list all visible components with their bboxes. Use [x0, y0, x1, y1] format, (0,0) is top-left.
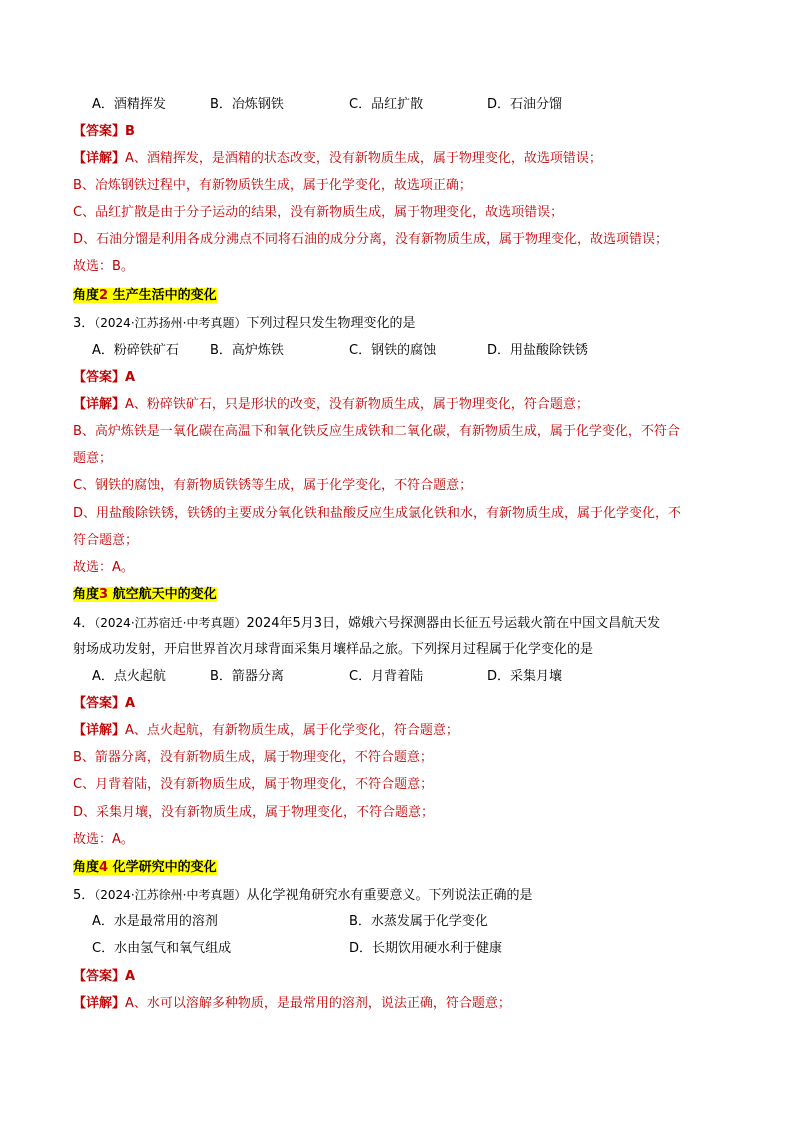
- q5-option-d: D．长期饮用硬水利于健康: [349, 941, 503, 956]
- angle-title: 航空航天中的变化: [112, 587, 217, 602]
- angle-title: 化学研究中的变化: [112, 860, 217, 875]
- answer-value: A: [125, 696, 136, 711]
- q3-option-d: D．用盐酸除铁锈: [487, 343, 589, 358]
- q4-detail-a: [73, 722, 459, 740]
- answer-value: B: [125, 124, 135, 139]
- q4-stem-line2: 射场成功发射，开启世界首次月球背面采集月壤样品之旅。下列探月过程属于化学变化的是: [73, 642, 594, 657]
- detail-tag: 【详解】: [73, 723, 126, 738]
- q2-detail-a: [73, 150, 602, 168]
- angle-number: 3: [99, 587, 109, 602]
- q5-answer: [73, 968, 135, 986]
- answer-tag: 【答案】: [73, 124, 126, 139]
- angle-prefix: 角度: [73, 288, 100, 303]
- q2-conclusion: 故选：B。: [73, 259, 134, 274]
- q4-option-a: A．点火起航: [92, 669, 166, 684]
- angle-prefix: 角度: [73, 587, 100, 602]
- detail-text: A、水可以溶解多种物质，是最常用的溶剂，说法正确，符合题意；: [125, 996, 511, 1011]
- detail-text: A、点火起航，有新物质生成，属于化学变化，符合题意；: [125, 723, 459, 738]
- q2-option-b: B．冶炼钢铁: [210, 97, 284, 112]
- question-text: 从化学视角研究水有重要意义。下列说法正确的是: [246, 888, 533, 903]
- angle-number: 4: [99, 860, 109, 875]
- angle-3-heading: [73, 586, 217, 604]
- question-number: 5．: [73, 888, 95, 903]
- q3-detail-d-line2: 符合题意；: [73, 533, 139, 548]
- q3-detail-b-line1: B、高炉炼铁是一氧化碳在高温下和氧化铁反应生成铁和二氧化碳，有新物质生成，属于化学变化，不符合: [73, 424, 680, 439]
- q4-option-b: B．箭器分离: [210, 669, 284, 684]
- q3-conclusion: 故选：A。: [73, 560, 134, 575]
- question-number: 4．: [73, 616, 95, 631]
- answer-tag: 【答案】: [73, 969, 126, 984]
- q3-option-a: A．粉碎铁矿石: [92, 343, 179, 358]
- q5-stem: [73, 886, 532, 905]
- q4-detail-c: C、月背着陆，没有新物质生成，属于物理变化，不符合题意；: [73, 777, 434, 792]
- q4-conclusion: 故选：A。: [73, 832, 134, 847]
- q3-detail-b-line2: 题意；: [73, 451, 113, 466]
- angle-heading-highlight: [73, 288, 217, 303]
- detail-tag: 【详解】: [73, 151, 126, 166]
- q3-stem: [73, 314, 415, 333]
- answer-value: A: [125, 370, 136, 385]
- q4-option-c: C．月背着陆: [349, 669, 424, 684]
- q3-option-c: C．钢铁的腐蚀: [349, 343, 437, 358]
- q4-option-d: D．采集月壤: [487, 669, 563, 684]
- q5-option-c: C．水由氢气和氧气组成: [92, 941, 232, 956]
- angle-title: 生产生活中的变化: [112, 288, 217, 303]
- q4-stem-line1: [73, 614, 660, 633]
- question-source: （2024·江苏徐州·中考真题）: [94, 888, 247, 902]
- question-source: （2024·江苏宿迁·中考真题）: [94, 616, 247, 630]
- angle-2-heading: [73, 287, 217, 305]
- q4-detail-d: D、采集月壤，没有新物质生成，属于物理变化，不符合题意；: [73, 805, 435, 820]
- q3-answer: [73, 369, 135, 387]
- q2-option-d: D．石油分馏: [487, 97, 563, 112]
- q2-detail-d: D、石油分馏是利用各成分沸点不同将石油的成分分离，没有新物质生成，属于物理变化，故选项错误；: [73, 232, 669, 247]
- detail-text: A、粉碎铁矿石，只是形状的改变，没有新物质生成，属于物理变化，符合题意；: [125, 397, 589, 412]
- angle-number: 2: [99, 288, 109, 303]
- answer-value: A: [125, 969, 136, 984]
- angle-4-heading: [73, 859, 217, 877]
- detail-tag: 【详解】: [73, 996, 126, 1011]
- q3-detail-d-line1: D、用盐酸除铁锈，铁锈的主要成分氧化铁和盐酸反应生成氯化铁和水，有新物质生成，属于化学变化，不: [73, 506, 682, 521]
- detail-tag: 【详解】: [73, 397, 126, 412]
- q2-answer: [73, 123, 135, 141]
- q2-detail-b: B、冶炼钢铁过程中，有新物质铁生成，属于化学变化，故选项正确；: [73, 178, 472, 193]
- q3-option-b: B．高炉炼铁: [210, 343, 284, 358]
- angle-prefix: 角度: [73, 860, 100, 875]
- question-text: 2024年5月3日，嫦娥六号探测器由长征五号运载火箭在中国文昌航天发: [246, 616, 661, 631]
- q5-detail-a: [73, 995, 511, 1013]
- q2-detail-c: C、品红扩散是由于分子运动的结果，没有新物质生成，属于物理变化，故选项错误；: [73, 205, 564, 220]
- angle-heading-highlight: [73, 587, 217, 602]
- question-number: 3．: [73, 316, 95, 331]
- q2-option-c: C．品红扩散: [349, 97, 424, 112]
- q2-option-a: A．酒精挥发: [92, 97, 166, 112]
- detail-text: A、酒精挥发，是酒精的状态改变，没有新物质生成，属于物理变化，故选项错误；: [125, 151, 602, 166]
- answer-tag: 【答案】: [73, 696, 126, 711]
- q4-detail-b: B、箭器分离，没有新物质生成，属于物理变化，不符合题意；: [73, 750, 433, 765]
- q4-answer: [73, 695, 135, 713]
- q5-option-a: A．水是最常用的溶剂: [92, 914, 218, 929]
- q3-detail-a: [73, 396, 589, 414]
- q3-detail-c: C、钢铁的腐蚀，有新物质铁锈等生成，属于化学变化，不符合题意；: [73, 478, 473, 493]
- question-text: 下列过程只发生物理变化的是: [246, 316, 416, 331]
- answer-tag: 【答案】: [73, 370, 126, 385]
- angle-heading-highlight: [73, 860, 217, 875]
- question-source: （2024·江苏扬州·中考真题）: [94, 316, 247, 330]
- q5-option-b: B．水蒸发属于化学变化: [349, 914, 488, 929]
